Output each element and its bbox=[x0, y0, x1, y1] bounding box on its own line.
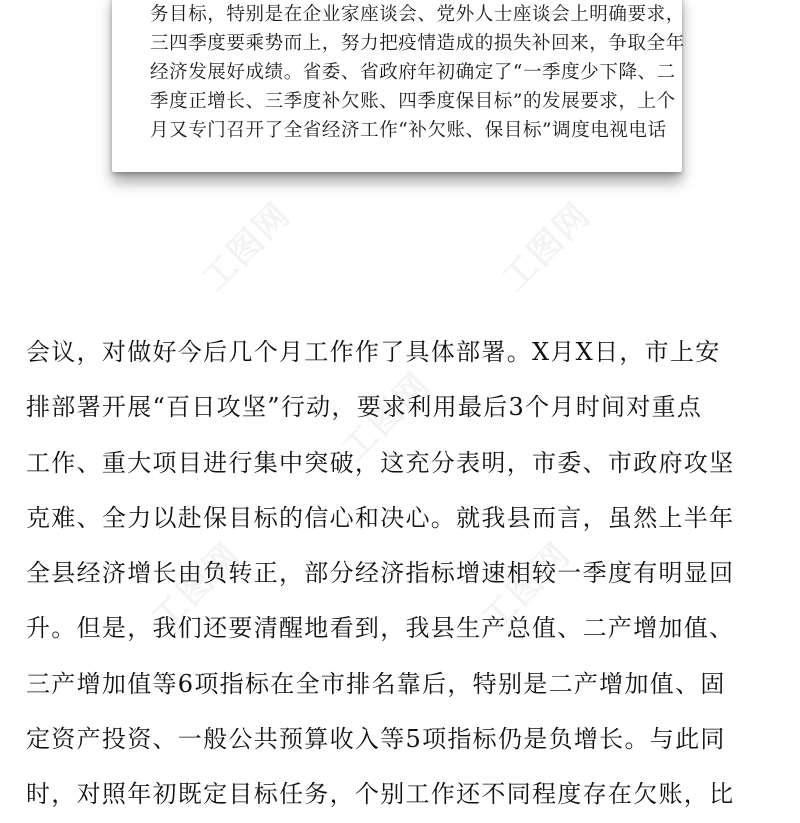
watermark: 工图网 bbox=[194, 194, 299, 300]
body-line: 工作、重大项目进行集中突破，这充分表明，市委、市政府攻坚 bbox=[26, 448, 735, 477]
body-line: 克难、全力以赴保目标的信心和决心。就我县而言，虽然上半年 bbox=[26, 503, 735, 532]
body-line: 定资产投资、一般公共预算收入等5项指标仍是负增长。与此同 bbox=[26, 725, 726, 754]
body-line: 时，对照年初既定目标任务，个别工作还不同程度存在欠账，比 bbox=[26, 780, 735, 809]
body-line: 全县经济增长由负转正，部分经济指标增速相较一季度有明显回 bbox=[26, 559, 735, 588]
watermark: 工图网 bbox=[474, 534, 579, 640]
watermark: 工图网 bbox=[494, 194, 599, 300]
body-text bbox=[26, 325, 778, 823]
body-line: 升。但是，我们还要清醒地看到，我县生产总值、二产增加值、 bbox=[26, 614, 735, 643]
watermark: 工图网 bbox=[334, 364, 439, 470]
body-line: 排部署开展“百日攻坚”行动，要求利用最后3个月时间对重点 bbox=[26, 393, 703, 422]
watermark: 工图网 bbox=[144, 534, 249, 640]
card-line: 务目标，特别是在企业家座谈会、党外人士座谈会上明确要求， bbox=[150, 4, 685, 25]
card-line: 季度正增长、三季度补欠账、四季度保目标”的发展要求，上个 bbox=[150, 91, 676, 112]
card-text bbox=[150, 0, 685, 145]
body-line: 会议，对做好今后几个月工作作了具体部署。X月X日，市上安 bbox=[26, 338, 721, 366]
card-line: 三四季度要乘势而上，努力把疫情造成的损失补回来，争取全年 bbox=[150, 33, 685, 54]
card-line: 月又专门召开了全省经济工作“补欠账、保目标”调度电视电话 bbox=[150, 120, 667, 141]
card-line: 经济发展好成绩。省委、省政府年初确定了“一季度少下降、二 bbox=[150, 62, 676, 83]
body-line: 三产增加值等6项指标在全市排名靠后，特别是二产增加值、固 bbox=[26, 669, 726, 698]
